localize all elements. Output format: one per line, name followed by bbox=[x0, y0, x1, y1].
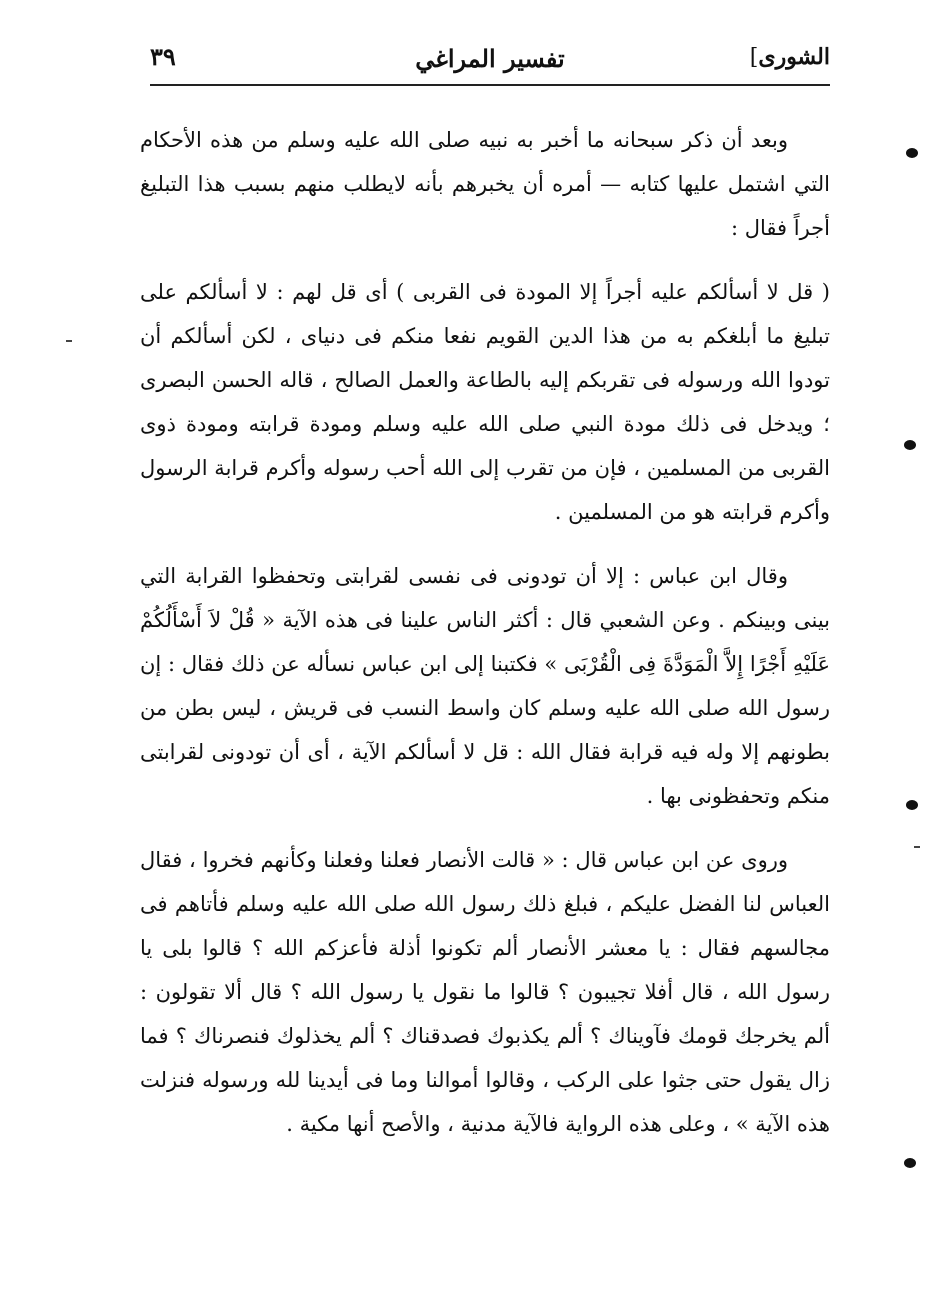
paragraph-1: وبعد أن ذكر سبحانه ما أخبر به نبيه صلى الله عليه وسلم من هذه الأحكام التي اشتمل عليها كتابه — أمره أن يخبرهم بأنه لايطلب منهم بسبب هذا التبليغ أجراً فقال : bbox=[140, 128, 830, 240]
book-title: تفسير المراغي bbox=[415, 44, 565, 73]
margin-speck bbox=[904, 440, 916, 450]
page-body bbox=[140, 118, 830, 1166]
margin-speck bbox=[906, 148, 918, 158]
paragraph-4: وروى عن ابن عباس قال : « قالت الأنصار فعلنا وفعلنا وكأنهم فخروا ، فقال العباس لنا الفضل عليكم ، فبلغ ذلك رسول الله صلى الله عليه وسلم فأتاهم فى مجالسهم فقال : يا معشر الأنصار ألم تكونوا أذلة فأعزكم الله ؟ قالوا بلى يا رسول الله ، قال أفلا تجيبون ؟ قالوا ما نقول يا رسول الله ؟ قال ألا تقولون : ألم يخرجك قومك فآويناك ؟ ألم يكذبوك فصدقناك ؟ ألم يخذلوك فنصرناك ؟ فما زال يقول حتى جثوا على الركب ، وقالوا أموالنا وما فى أيدينا لله ورسوله فنزلت هذه الآية » ، وعلى هذه الرواية فالآية مدنية ، والأصح أنها مكية . bbox=[140, 848, 830, 1136]
margin-speck bbox=[906, 800, 918, 810]
header-rule bbox=[150, 84, 830, 86]
paragraph-3: وقال ابن عباس : إلا أن تودونى فى نفسى لقرابتى وتحفظوا القرابة التي بينى وبينكم . وعن الشعبي قال : أكثر الناس علينا فى هذه الآية « قُلْ لاَ أَسْأَلُكُمْ عَلَيْهِ أَجْرًا إِلاَّ الْمَوَدَّةَ فِى الْقُرْبَى » فكتبنا إلى ابن عباس نسأله عن ذلك فقال : إن رسول الله صلى الله عليه وسلم كان واسط النسب فى قريش ، ليس بطن من بطونهم إلا وله فيه قرابة فقال الله : قل لا أسألكم الآية ، أى أن تودونى لقرابتى منكم وتحفظونى بها . bbox=[140, 564, 830, 808]
paragraph-2: ( قل لا أسألكم عليه أجراً إلا المودة فى القربى ) أى قل لهم : لا أسألكم على تبليغ ما أبلغكم به من هذا الدين القويم نفعا منكم فى دنياى ، لكن أسألكم أن تودوا الله ورسوله فى تقربكم إليه بالطاعة والعمل الصالح ، قاله الحسن البصرى ؛ ويدخل فى ذلك مودة النبي صلى الله عليه وسلم ومودة قرابته ومودة ذوى القربى من المسلمين ، فإن من تقرب إلى الله أحب رسوله وأكرم قرابة الرسول وأكرم قرابته هو من المسلمين . bbox=[140, 280, 830, 524]
surah-name: الشورى] bbox=[749, 44, 830, 70]
page-number: ٣٩ bbox=[150, 42, 176, 71]
margin-tick bbox=[914, 846, 920, 848]
margin-tick bbox=[66, 340, 72, 342]
margin-speck bbox=[904, 1158, 916, 1168]
running-header bbox=[150, 38, 830, 88]
